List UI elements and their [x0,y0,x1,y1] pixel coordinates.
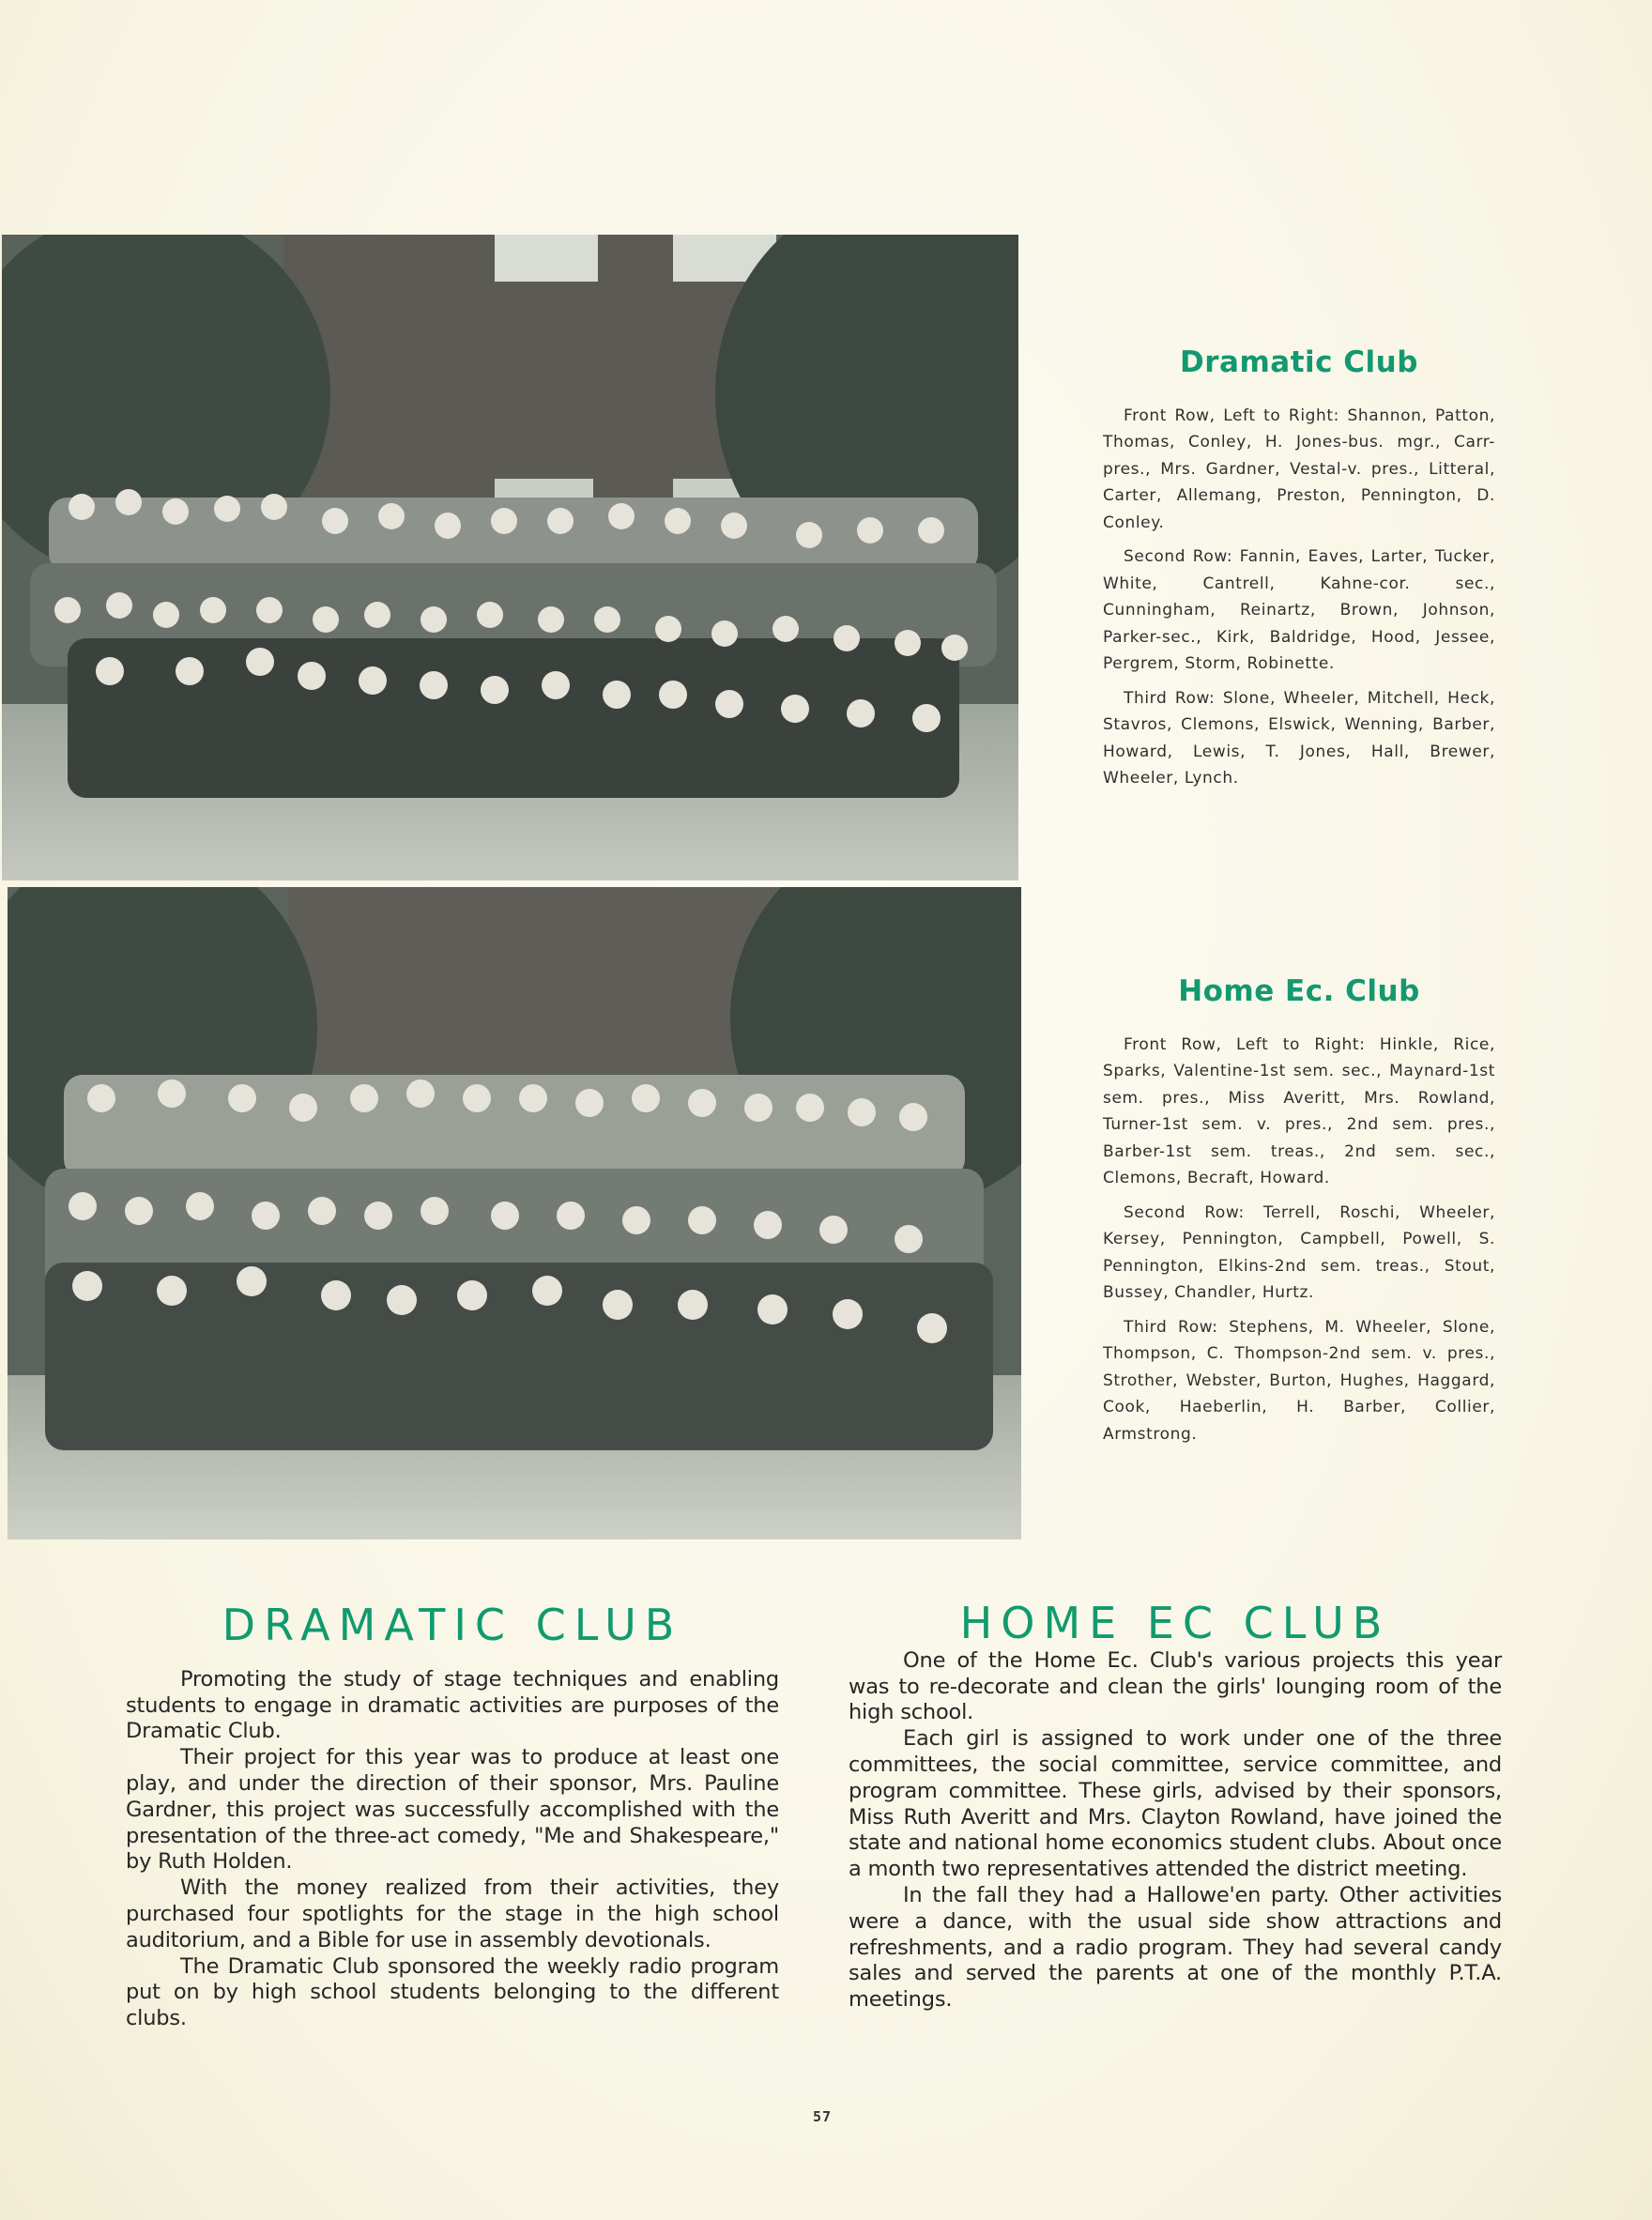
dramatic-club-article [126,1600,779,2032]
caption-row-second: Second Row: Terrell, Roschi, Wheeler, Kersey, Pennington, Campbell, Powell, S. Pennington, Elkins-2nd sem. treas., Stout, Bussey, Chandler, Hurtz. [1103,1202,1495,1302]
article-paragraph: Their project for this year was to produce at least one play, and under the direction of their sponsor, Mrs. Pauline Gardner, this project was successfully accomplished with the presentation of the three-act comedy, "Me and Shakespeare," by Ruth Holden. [126,1745,779,1875]
article-heading: DRAMATIC CLUB [222,1600,683,1650]
home-ec-club-article [849,1598,1502,2013]
page-number: 57 [813,2108,833,2125]
article-paragraph: Promoting the study of stage techniques and enabling students to engage in dramatic activities are purposes of the Dramatic Club. [126,1666,779,1744]
group-photo-image [8,887,1021,1539]
article-paragraph: Each girl is assigned to work under one of the three committees, the social committee, service committee, and program committee. These girls, advised by their sponsors, Miss Ruth Averitt and Mrs. Clayton Rowland, have joined the state and national home economics student clubs. About once a month two representatives attended the district meeting. [849,1726,1502,1882]
caption-row-third: Third Row: Stephens, M. Wheeler, Slone, Thompson, C. Thompson-2nd sem. v. pres., Strother, Webster, Burton, Hughes, Haggard, Cook, Haeberlin, H. Barber, Collier, Armstrong. [1103,1317,1495,1444]
home-ec-club-caption [1103,974,1495,1455]
article-paragraph: In the fall they had a Hallowe'en party. Other activities were a dance, with the usual side show attractions and refreshments, and a radio program. They had several candy sales and served the parents at one of the monthly P.T.A. meetings. [849,1882,1502,2013]
caption-title: Dramatic Club [1180,345,1418,379]
article-heading: HOME EC CLUB [959,1598,1391,1648]
caption-title: Home Ec. Club [1178,974,1420,1008]
group-photo-image [2,235,1018,880]
article-paragraph: One of the Home Ec. Club's various projects this year was to re-decorate and clean the girls' lounging room of the high school. [849,1647,1502,1725]
dramatic-club-caption [1103,345,1495,800]
caption-row-third: Third Row: Slone, Wheeler, Mitchell, Heck, Stavros, Clemons, Elswick, Wenning, Barber, Howard, Lewis, T. Jones, Hall, Brewer, Wheeler, Lynch. [1103,688,1495,788]
article-paragraph: With the money realized from their activities, they purchased four spotlights for the stage in the high school auditorium, and a Bible for use in assembly devotionals. [126,1876,779,1952]
caption-row-front: Front Row, Left to Right: Shannon, Patton, Thomas, Conley, H. Jones-bus. mgr., Carr-pres., Mrs. Gardner, Vestal-v. pres., Litteral, Carter, Allemang, Preston, Pennington, D. Conley. [1103,406,1495,532]
article-paragraph: The Dramatic Club sponsored the weekly radio program put on by high school students belonging to the different clubs. [126,1953,779,2031]
caption-row-second: Second Row: Fannin, Eaves, Larter, Tucker, White, Cantrell, Kahne-cor. sec., Cunningham, Reinartz, Brown, Johnson, Parker-sec., Kirk, Baldridge, Hood, Jessee, Pergrem, Storm, Robinette. [1103,547,1495,673]
caption-row-front: Front Row, Left to Right: Hinkle, Rice, Sparks, Valentine-1st sem. sec., Maynard-1st sem. pres., Miss Averitt, Mrs. Rowland, Turner-1st sem. v. pres., 2nd sem. pres., Barber-1st sem. treas., 2nd sem. sec., Clemons, Becraft, Howard. [1103,1034,1495,1187]
dramatic-club-photo [2,235,1018,880]
home-ec-club-photo [8,887,1021,1539]
